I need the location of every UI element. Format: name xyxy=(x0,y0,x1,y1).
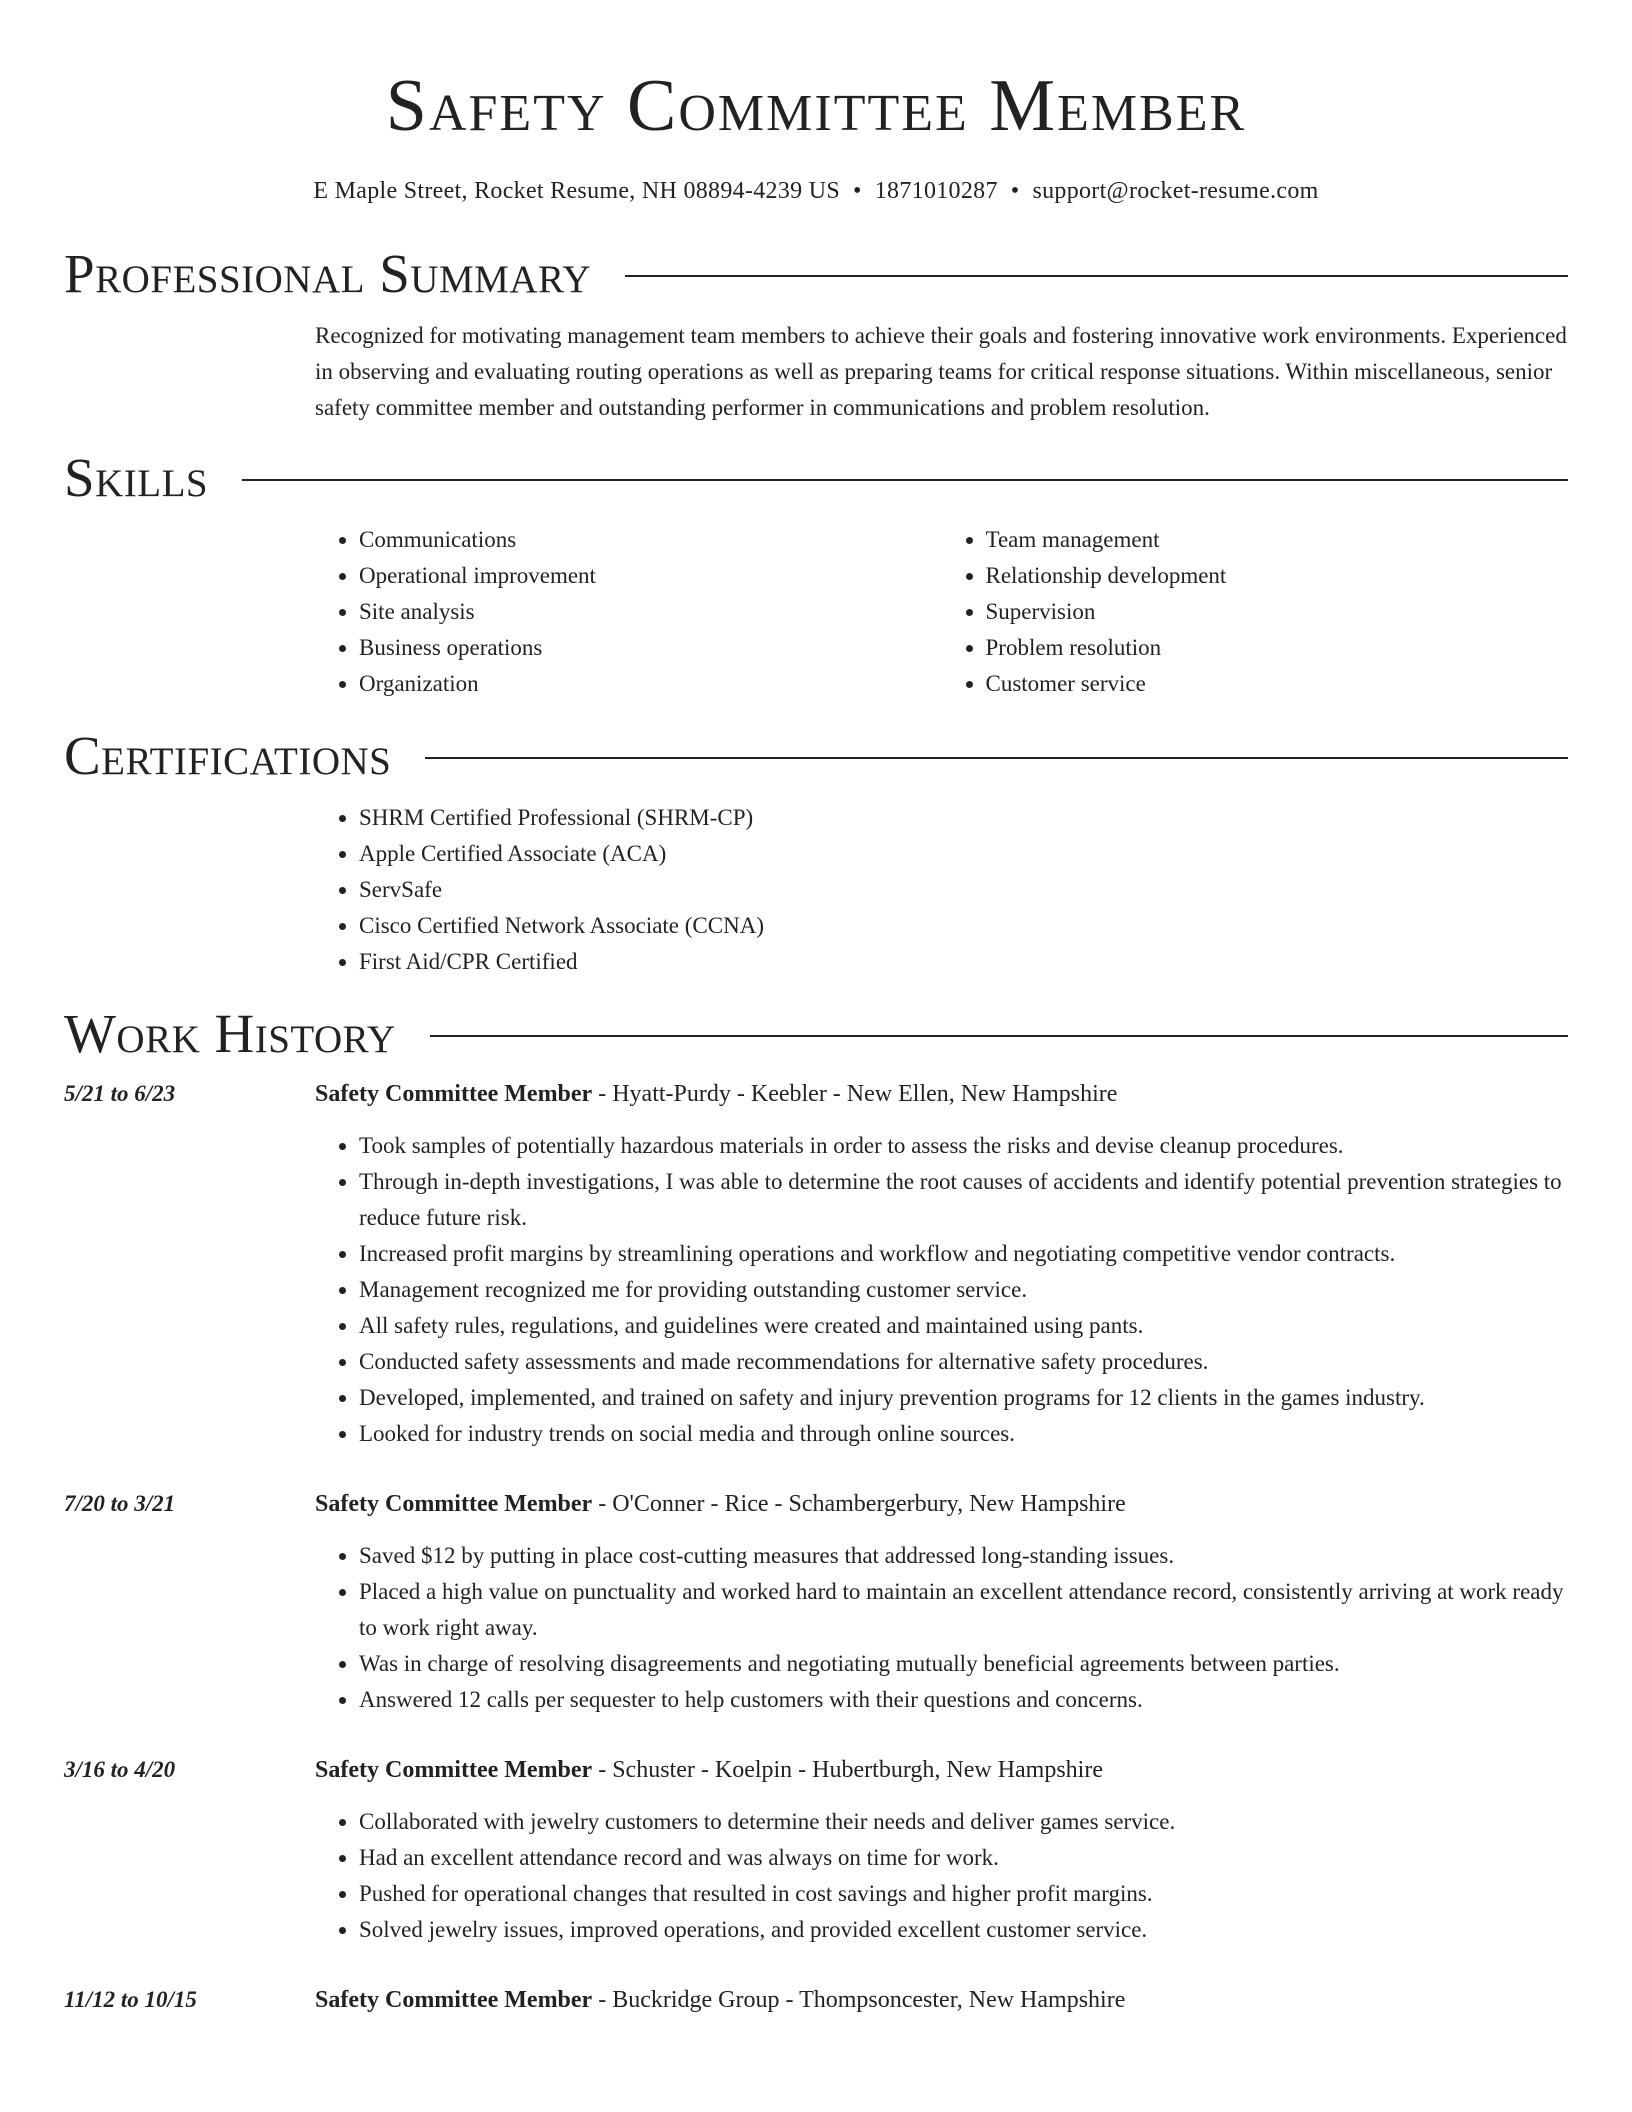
job-heading xyxy=(315,1486,1568,1522)
job-heading xyxy=(315,1982,1568,2018)
job-entry xyxy=(64,1752,1568,1948)
job-duty: • Developed, implemented, and trained on safety and injury prevention programs for 12 clients in the games industry. xyxy=(359,1380,1568,1416)
job-duties xyxy=(315,1538,1568,1718)
job-dates: 5/21 to 6/23 xyxy=(64,1081,176,1106)
certification-item: • SHRM Certified Professional (SHRM-CP) xyxy=(359,800,1568,836)
job-entry xyxy=(64,1076,1568,1452)
job-duty: • Saved $12 by putting in place cost-cutting measures that addressed long-standing issues. xyxy=(359,1538,1568,1574)
certifications-list xyxy=(315,800,1568,980)
job-duty: • Increased profit margins by streamlining operations and workflow and negotiating competitive vendor contracts. xyxy=(359,1236,1568,1272)
job-duty: • Pushed for operational changes that resulted in cost savings and higher profit margins. xyxy=(359,1876,1568,1912)
certification-item: • First Aid/CPR Certified xyxy=(359,944,1568,980)
section-title: Work History xyxy=(64,1003,396,1064)
skills-column-right xyxy=(942,522,1569,702)
summary-section-header xyxy=(64,244,1568,304)
skill-item: • Communications xyxy=(359,522,942,558)
job-title: Safety Committee Member xyxy=(315,1987,593,2013)
skills-list xyxy=(315,522,1568,702)
job-duty: • Solved jewelry issues, improved operations, and provided excellent customer service. xyxy=(359,1912,1568,1948)
job-duty: • All safety rules, regulations, and guidelines were created and maintained using pants. xyxy=(359,1308,1568,1344)
job-duty: • Conducted safety assessments and made recommendations for alternative safety procedures. xyxy=(359,1344,1568,1380)
section-divider xyxy=(430,1035,1568,1037)
email: support@rocket-resume.com xyxy=(1032,178,1319,204)
work-history-section-header xyxy=(64,1004,1568,1064)
section-divider xyxy=(242,479,1568,481)
job-dates: 11/12 to 10/15 xyxy=(64,1987,197,2012)
contact-line xyxy=(64,176,1568,206)
skill-item: • Organization xyxy=(359,666,942,702)
resume-page xyxy=(64,0,1568,2034)
skill-item: • Business operations xyxy=(359,630,942,666)
job-employer: - Schuster - Koelpin - Hubertburgh, New Hampshire xyxy=(592,1757,1103,1783)
certification-item: • Cisco Certified Network Associate (CCNA) xyxy=(359,908,1568,944)
certification-item: • Apple Certified Associate (ACA) xyxy=(359,836,1568,872)
job-employer: - Hyatt-Purdy - Keebler - New Ellen, New Hampshire xyxy=(592,1081,1118,1107)
job-duty: • Collaborated with jewelry customers to determine their needs and deliver games service. xyxy=(359,1804,1568,1840)
job-duty: • Management recognized me for providing outstanding customer service. xyxy=(359,1272,1568,1308)
job-heading xyxy=(315,1752,1568,1788)
job-entry xyxy=(64,1982,1568,2034)
job-employer: - O'Conner - Rice - Schambergerbury, New Hampshire xyxy=(592,1491,1126,1517)
skill-item: • Site analysis xyxy=(359,594,942,630)
skill-item: • Operational improvement xyxy=(359,558,942,594)
section-divider xyxy=(425,757,1568,759)
job-dates: 3/16 to 4/20 xyxy=(64,1757,176,1782)
candidate-name: Safety Committee Member xyxy=(385,65,1247,147)
job-duty: • Had an excellent attendance record and was always on time for work. xyxy=(359,1840,1568,1876)
job-entry xyxy=(64,1486,1568,1718)
job-title: Safety Committee Member xyxy=(315,1081,593,1107)
separator: • xyxy=(1010,178,1020,204)
job-duties xyxy=(315,1128,1568,1452)
job-duty: • Through in-depth investigations, I was able to determine the root causes of accidents and identify potential prevention strategies to reduce future risk. xyxy=(359,1164,1568,1236)
certifications-section-header xyxy=(64,726,1568,786)
address: E Maple Street, Rocket Resume, NH 08894-4239 US xyxy=(313,178,841,204)
job-title: Safety Committee Member xyxy=(315,1491,593,1517)
skill-item: • Relationship development xyxy=(986,558,1569,594)
job-duty: • Was in charge of resolving disagreements and negotiating mutually beneficial agreements between parties. xyxy=(359,1646,1568,1682)
summary-text: Recognized for motivating management team members to achieve their goals and fostering innovative work environments. Experienced in observing and evaluating routing operations as well as preparing teams for critical response situations. Within miscellaneous, senior safety committee member and outstanding performer in communications and problem resolution. xyxy=(315,323,1567,420)
job-title: Safety Committee Member xyxy=(315,1757,593,1783)
phone: 1871010287 xyxy=(874,178,998,204)
job-duty: • Answered 12 calls per sequester to help customers with their questions and concerns. xyxy=(359,1682,1568,1718)
job-duty: • Took samples of potentially hazardous materials in order to assess the risks and devise cleanup procedures. xyxy=(359,1128,1568,1164)
job-heading xyxy=(315,1076,1568,1112)
skills-section-header xyxy=(64,448,1568,508)
skill-item: • Team management xyxy=(986,522,1569,558)
section-divider xyxy=(625,275,1568,277)
section-title: Skills xyxy=(64,447,209,508)
skill-item: • Supervision xyxy=(986,594,1569,630)
separator: • xyxy=(853,178,862,204)
section-title: Professional Summary xyxy=(64,243,592,304)
skill-item: • Customer service xyxy=(986,666,1569,702)
skill-item: • Problem resolution xyxy=(986,630,1569,666)
job-duty: • Looked for industry trends on social media and through online sources. xyxy=(359,1416,1568,1452)
job-duties xyxy=(315,1804,1568,1948)
job-dates: 7/20 to 3/21 xyxy=(64,1491,176,1516)
certification-item: • ServSafe xyxy=(359,872,1568,908)
job-duty: • Placed a high value on punctuality and worked hard to maintain an excellent attendance record, consistently arriving at work ready to work right away. xyxy=(359,1574,1568,1646)
job-employer: - Buckridge Group - Thompsoncester, New Hampshire xyxy=(592,1987,1126,2013)
skills-column-left xyxy=(315,522,942,702)
section-title: Certifications xyxy=(64,725,392,786)
